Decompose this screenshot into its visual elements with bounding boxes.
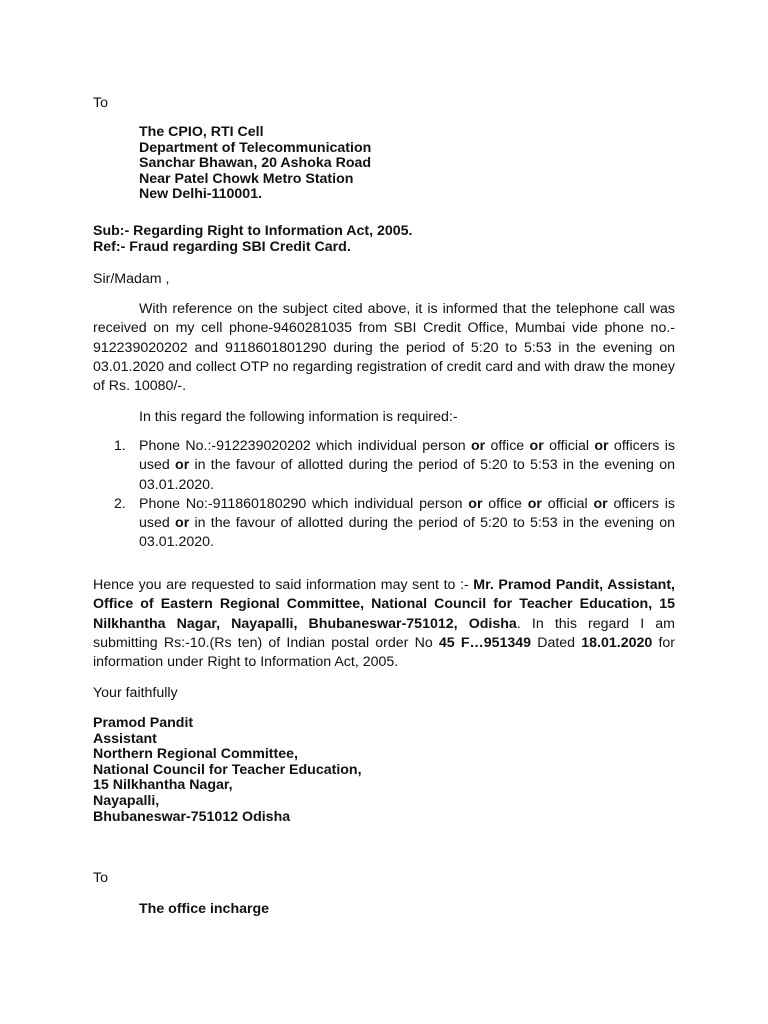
signature-line: Nayapalli, xyxy=(93,792,160,809)
item-text: in the favour of allotted during the period of 5:20 to 5:53 in the evening on 03.01.2020. xyxy=(139,515,675,551)
or-word: or xyxy=(529,438,544,454)
to-label-2: To xyxy=(93,870,108,886)
subject-block xyxy=(93,224,675,255)
item-text: official xyxy=(541,495,594,512)
closing: Your faithfully xyxy=(93,685,178,701)
signature-line: 15 Nilkhantha Nagar, xyxy=(93,777,233,794)
signature-line: Pramod Pandit xyxy=(93,715,194,731)
or-word: or xyxy=(468,495,483,512)
list-number: 2. xyxy=(114,495,126,512)
item-text: Phone No.:-912239020202 which individual person xyxy=(139,438,471,454)
signature-line: Bhubaneswar-751012 Odisha xyxy=(93,808,291,825)
address-line: New Delhi-110001. xyxy=(139,186,263,203)
postal-order-date: 18.01.2020 xyxy=(581,634,653,651)
item-text: office xyxy=(485,438,530,454)
item-text: officers is used xyxy=(139,495,675,532)
to-label: To xyxy=(93,95,108,111)
address-line: Sanchar Bhawan, 20 Ashoka Road xyxy=(139,155,372,172)
signature-line: Assistant xyxy=(93,730,157,747)
recipient-details: Mr. Pramod Pandit, Assistant, Office of Eastern Regional Committee, National Council for Teacher Education, 15 Nilkhantha Nagar, Nayapalli, Bhubaneswar-751012, Odisha xyxy=(93,577,676,632)
para1-rest: call was received on my cell phone-9460281035 from SBI Credit Office, Mumbai vide phone no.- 912239020202 and 9118601801290 during the period of 5:20 to 5:53 in the evening on 03.01.2020 and collect OTP no regarding registration of credit card and with draw the money of Rs. 10080/-. xyxy=(93,301,675,395)
signature-line: National Council for Teacher Education, xyxy=(93,761,362,778)
signature-block xyxy=(93,716,675,825)
body-paragraph-2 xyxy=(93,408,675,427)
para2-text: In this regard the following information is required:- xyxy=(139,409,458,425)
greeting: Sir/Madam , xyxy=(93,271,170,287)
item-text: office xyxy=(482,495,528,512)
para3-text: Dated xyxy=(531,634,582,651)
para1-line1: With reference on the subject cited above, it is informed that the telephone xyxy=(139,301,619,317)
para3-text: . In this regard I am submitting Rs:-10.(Rs ten) of Indian postal order No xyxy=(93,615,675,651)
item-text: in the favour of allotted during the period of 5:20 to 5:53 in the evening on 03.01.2020. xyxy=(139,457,675,493)
or-word: or xyxy=(175,515,190,532)
list-number: 1. xyxy=(114,438,126,454)
list-item xyxy=(93,437,675,495)
request-list xyxy=(93,437,675,553)
address-line: Near Patel Chowk Metro Station xyxy=(139,170,354,187)
item-text: officers is used xyxy=(139,438,675,474)
subject-line: Sub:- Regarding Right to Information Act, 2005. xyxy=(93,223,413,239)
or-word: or xyxy=(471,438,486,454)
list-item xyxy=(93,495,675,553)
address-line: The CPIO, RTI Cell xyxy=(139,124,264,140)
recipient-address xyxy=(139,125,675,203)
item-text: Phone No:-911860180290 which individual person xyxy=(139,495,469,512)
body-paragraph-1 xyxy=(93,300,675,396)
signature-line: Northern Regional Committee, xyxy=(93,746,298,763)
postal-order-number: 45 F…951349 xyxy=(438,634,532,651)
para3-text: Hence you are requested to said information may sent to :- xyxy=(93,577,474,593)
para3-text: for information under Right to Information Act, 2005. xyxy=(93,634,676,671)
or-word: or xyxy=(175,457,190,474)
address-line: Department of Telecommunication xyxy=(139,139,372,156)
item-text: official xyxy=(543,438,595,454)
or-word: or xyxy=(527,495,542,512)
second-addressee: The office incharge xyxy=(139,901,270,917)
body-paragraph-3 xyxy=(93,576,675,672)
or-word: or xyxy=(594,438,609,454)
reference-line: Ref:- Fraud regarding SBI Credit Card. xyxy=(93,238,351,255)
or-word: or xyxy=(593,495,608,512)
